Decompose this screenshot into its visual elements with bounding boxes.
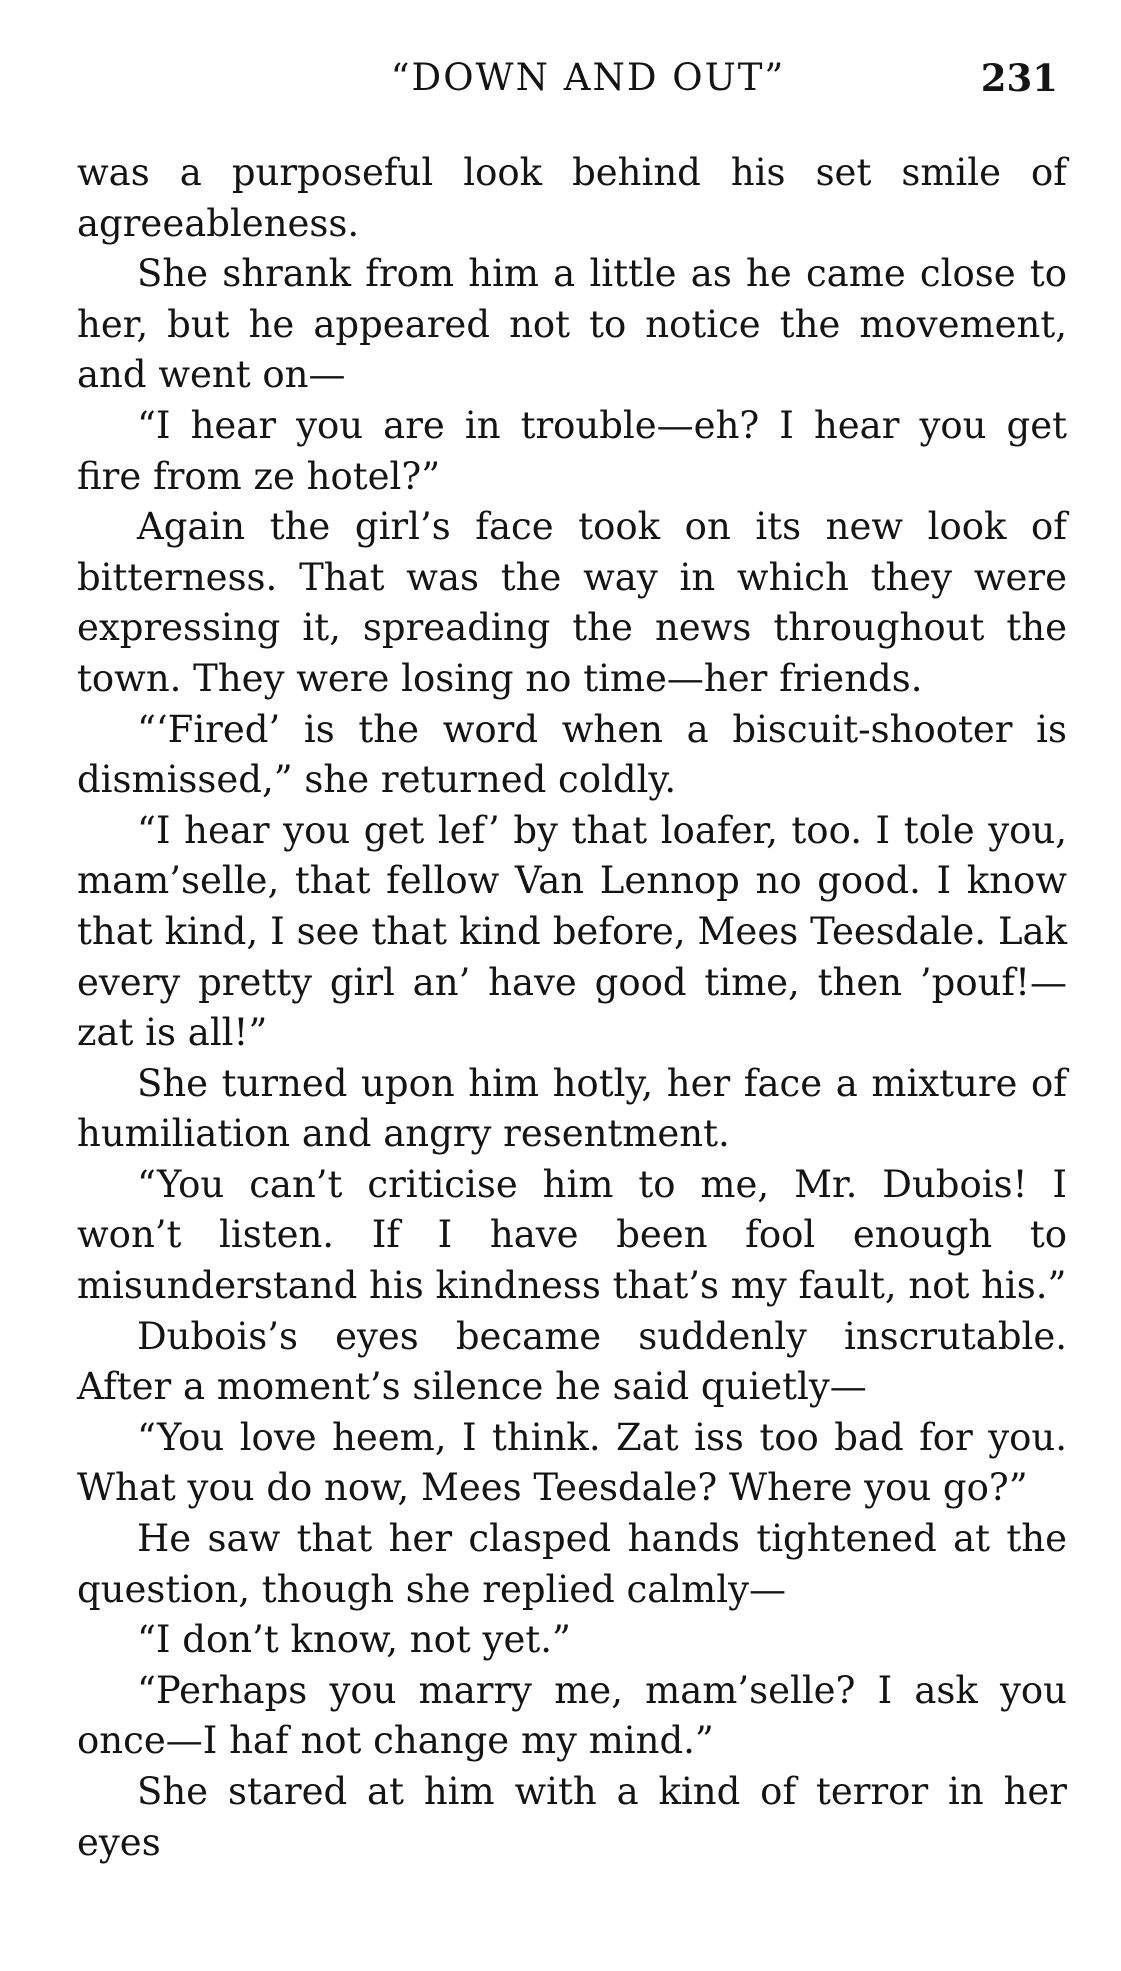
paragraph: “‘Fired’ is the word when a biscuit-shooter is dismissed,” she returned coldly. (77, 707, 1067, 802)
paragraph: She turned upon him hotly, her face a mixture of humiliation and angry resentment. (77, 1061, 1067, 1156)
paragraph: Dubois’s eyes became suddenly inscrutable. After a moment’s silence he said quietly— (77, 1314, 1067, 1409)
paragraph: “You can’t criticise him to me, Mr. Dubois! I won’t listen. If I have been fool enough to misunderstand his kindness that’s my fault, not his.” (77, 1162, 1067, 1308)
paragraph: “I hear you get lef’ by that loafer, too. I tole you, mam’selle, that fellow Van Lennop no good. I know that kind, I see that kind before, Mees Teesdale. Lak every pretty girl an’ have good time, then ’pouf!—zat is all!” (77, 808, 1067, 1055)
paragraph: “I hear you are in trouble—eh? I hear you get fire from ze hotel?” (77, 403, 1067, 498)
page-number: 231 (980, 56, 1058, 100)
paragraph: “I don’t know, not yet.” (137, 1618, 571, 1662)
body-text (77, 148, 1067, 1868)
running-head (78, 56, 1068, 112)
paragraph: Again the girl’s face took on its new look of bitterness. That was the way in which they were expressing it, spreading the news throughout the town. They were losing no time—her friends. (77, 505, 1067, 700)
paragraph: “Perhaps you marry me, mam’selle? I ask you once—I haf not change my mind.” (77, 1668, 1067, 1763)
running-title: “DOWN AND OUT” (390, 56, 786, 99)
paragraph: She stared at him with a kind of terror in her eyes (77, 1770, 1067, 1864)
paragraph: “You love heem, I think. Zat iss too bad for you. What you do now, Mees Teesdale? Where you go?” (77, 1415, 1067, 1510)
paragraph: She shrank from him a little as he came close to her, but he appeared not to notice the movement, and went on— (77, 252, 1067, 397)
paragraph: was a purposeful look behind his set smile of agreeableness. (77, 151, 1067, 245)
paragraph: He saw that her clasped hands tightened at the question, though she replied calmly— (77, 1517, 1067, 1611)
